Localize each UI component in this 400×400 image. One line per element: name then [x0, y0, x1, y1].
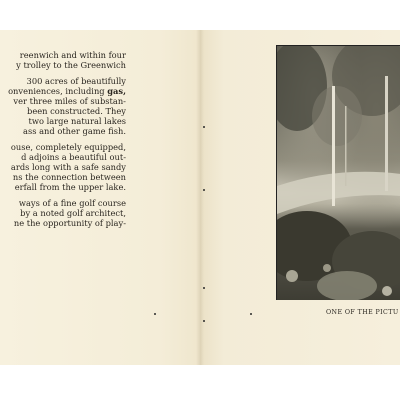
text-line: [0, 172, 126, 182]
bold-word: gas,: [107, 86, 126, 96]
text-line: [0, 218, 126, 228]
punch-hole: [154, 313, 156, 315]
photo-caption: ONE OF THE PICTU: [326, 309, 399, 316]
book-gutter: [196, 30, 204, 365]
punch-hole: [250, 313, 252, 315]
text-paragraph: [0, 76, 126, 136]
text-line-content: d adjoins a beautiful out-: [21, 152, 126, 162]
text-line-content: ass and other game fish.: [23, 126, 126, 136]
text-line-content: ouse, completely equipped,: [10, 142, 126, 152]
text-line-content: reenwich and within four: [19, 50, 126, 60]
punch-hole: [203, 189, 205, 191]
text-line-content: two large natural lakes: [28, 116, 126, 126]
text-line: [0, 96, 126, 106]
text-line: [0, 208, 126, 218]
text-line-content: ards long with a safe sandy: [10, 162, 126, 172]
punch-hole: [203, 126, 205, 128]
text-paragraph: [0, 198, 126, 228]
text-line: [0, 106, 126, 116]
text-line-content: been constructed. They: [27, 106, 126, 116]
text-line: [0, 60, 126, 70]
text-line-content: ne the opportunity of play-: [13, 218, 126, 228]
punch-hole: [203, 320, 205, 322]
text-line-content: erfall from the upper lake.: [14, 182, 126, 192]
text-paragraph: [0, 142, 126, 192]
text-line: [0, 162, 126, 172]
text-line-content: 300 acres of beautifully: [26, 76, 126, 86]
text-line: [0, 142, 126, 152]
text-line: [0, 182, 126, 192]
text-line: [0, 126, 126, 136]
text-line-content: ways of a fine golf course: [18, 198, 126, 208]
text-line: [0, 198, 126, 208]
text-line-content: y trolley to the Greenwich: [16, 60, 126, 70]
text-line: [0, 116, 126, 126]
text-line-content: onveniences, including: [8, 86, 108, 96]
left-page-text: [0, 50, 126, 234]
text-line: [0, 76, 126, 86]
text-line-content: ver three miles of substan-: [13, 96, 126, 106]
text-paragraph: [0, 50, 126, 70]
text-line-content: ns the connection between: [12, 172, 126, 182]
landscape-photo: [276, 45, 400, 300]
text-line: [0, 152, 126, 162]
text-line-content: by a noted golf architect,: [20, 208, 126, 218]
text-line: [0, 50, 126, 60]
text-line: [0, 86, 126, 96]
punch-hole: [203, 287, 205, 289]
